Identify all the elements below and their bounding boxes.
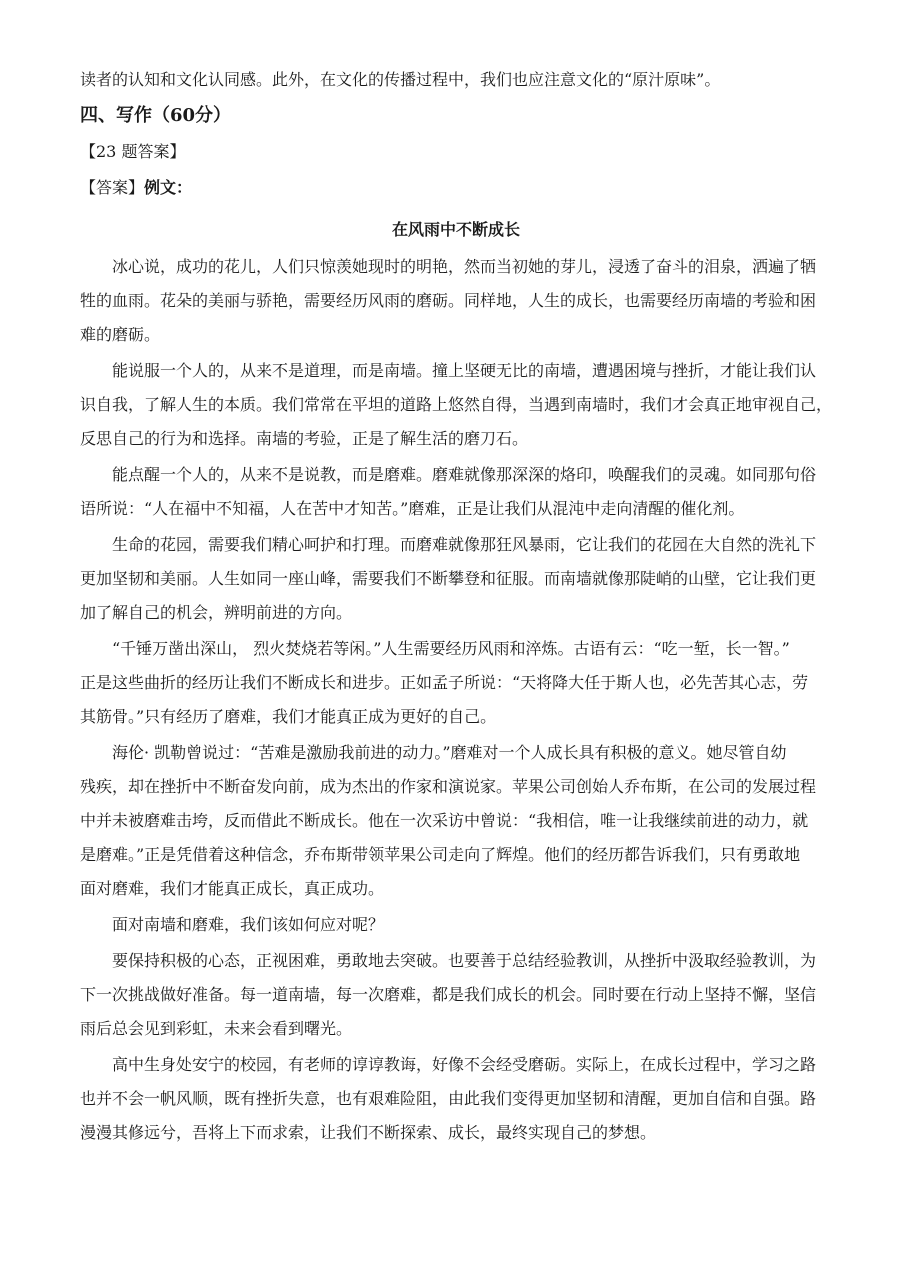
answer-suffix: 例文： bbox=[144, 178, 193, 197]
essay-line: 正是这些曲折的经历让我们不断成长和进步。正如孟子所说：“天将降大任于斯人也，必先苦其心志，劳 bbox=[80, 673, 809, 692]
essay-body bbox=[80, 250, 832, 1150]
essay-paragraph bbox=[80, 736, 832, 906]
section-heading: 四、写作（60分） bbox=[80, 105, 232, 126]
answer-label: 【答案】 bbox=[80, 178, 145, 197]
essay-line: 识自我，了解人生的本质。我们常常在平坦的道路上悠然自得，当遇到南墙时，我们才会真正地审视自己， bbox=[80, 395, 833, 414]
essay-line: 面对磨难，我们才能真正成长，真正成功。 bbox=[80, 879, 385, 898]
essay-paragraph bbox=[80, 528, 832, 630]
essay-paragraph bbox=[80, 1048, 832, 1150]
essay-line: 语所说：“人在福中不知福，人在苦中才知苦。”磨难，正是让我们从混沌中走向清醒的催化剂。 bbox=[80, 499, 745, 518]
essay-paragraph bbox=[80, 250, 832, 352]
essay-line: 也并不会一帆风顺，既有挫折失意，也有艰难险阻，由此我们变得更加坚韧和清醒，更加自信和自强。路 bbox=[80, 1089, 817, 1108]
essay-line: 海伦· 凯勒曾说过：“苦难是激励我前进的动力。”磨难对一个人成长具有积极的意义。她尽管自幼 bbox=[112, 743, 787, 762]
essay-paragraph bbox=[80, 908, 832, 942]
essay-line: 高中生身处安宁的校园，有老师的谆谆教诲，好像不会经受磨砺。实际上，在成长过程中，学习之路 bbox=[112, 1055, 817, 1074]
essay-line: 冰心说，成功的花儿，人们只惊羡她现时的明艳，然而当初她的芽儿，浸透了奋斗的泪泉，洒遍了牺 bbox=[112, 257, 817, 276]
essay-line: 是磨难。”正是凭借着这种信念，乔布斯带领苹果公司走向了辉煌。他们的经历都告诉我们，只有勇敢地 bbox=[80, 845, 801, 864]
essay-paragraph bbox=[80, 458, 832, 526]
essay-line: 反思自己的行为和选择。南墙的考验，正是了解生活的磨刀石。 bbox=[80, 429, 529, 448]
essay-line: 生命的花园，需要我们精心呵护和打理。而磨难就像那狂风暴雨，它让我们的花园在大自然的洗礼下 bbox=[112, 535, 817, 554]
essay-paragraph bbox=[80, 632, 832, 734]
essay-line: 能点醒一个人的，从来不是说教，而是磨难。磨难就像那深深的烙印，唤醒我们的灵魂。如同那句俗 bbox=[112, 465, 817, 484]
answer-label-line bbox=[80, 170, 832, 206]
essay-line: 漫漫其修远兮，吾将上下而求索，让我们不断探索、成长，最终实现自己的梦想。 bbox=[80, 1123, 657, 1142]
essay-line: 更加坚韧和美丽。人生如同一座山峰，需要我们不断攀登和征服。而南墙就像那陡峭的山壁，它让我们更 bbox=[80, 569, 817, 588]
essay-line: “千锤万凿出深山， 烈火焚烧若等闲。”人生需要经历风雨和淬炼。古语有云：“吃一堑，长一智。” bbox=[112, 639, 790, 658]
essay-line: 牲的血雨。花朵的美丽与骄艳，需要经历风雨的磨砺。同样地，人生的成长，也需要经历南墙的考验和困 bbox=[80, 291, 817, 310]
essay-paragraph bbox=[80, 944, 832, 1046]
essay-line: 能说服一个人的，从来不是道理，而是南墙。撞上坚硬无比的南墙，遭遇困境与挫折，才能让我们认 bbox=[112, 361, 817, 380]
essay-paragraph bbox=[80, 354, 832, 456]
essay-title: 在风雨中不断成长 bbox=[391, 220, 520, 239]
essay-line: 雨后总会见到彩虹，未来会看到曙光。 bbox=[80, 1019, 353, 1038]
essay-line: 加了解自己的机会，辨明前进的方向。 bbox=[80, 603, 353, 622]
essay-line: 难的磨砺。 bbox=[80, 325, 161, 344]
essay-line: 下一次挑战做好准备。每一道南墙，每一次磨难，都是我们成长的机会。同时要在行动上坚持不懈，坚信 bbox=[80, 985, 817, 1004]
essay-line: 面对南墙和磨难，我们该如何应对呢？ bbox=[112, 915, 385, 934]
essay-line: 中并未被磨难击垮，反而借此不断成长。他在一次采访中曾说：“我相信，唯一让我继续前进的动力，就 bbox=[80, 811, 809, 830]
essay-line: 残疾，却在挫折中不断奋发向前，成为杰出的作家和演说家。苹果公司创始人乔布斯，在公司的发展过程 bbox=[80, 777, 817, 796]
essay-line: 其筋骨。”只有经历了磨难，我们才能真正成为更好的自己。 bbox=[80, 707, 497, 726]
intro-line: 读者的认知和文化认同感。此外，在文化的传播过程中，我们也应注意文化的“原汁原味”。 bbox=[80, 70, 721, 89]
essay-line: 要保持积极的心态，正视困难，勇敢地去突破。也要善于总结经验教训，从挫折中汲取经验教训，为 bbox=[112, 951, 817, 970]
question-label: 【23 题答案】 bbox=[80, 142, 186, 161]
document-page bbox=[80, 62, 832, 1152]
